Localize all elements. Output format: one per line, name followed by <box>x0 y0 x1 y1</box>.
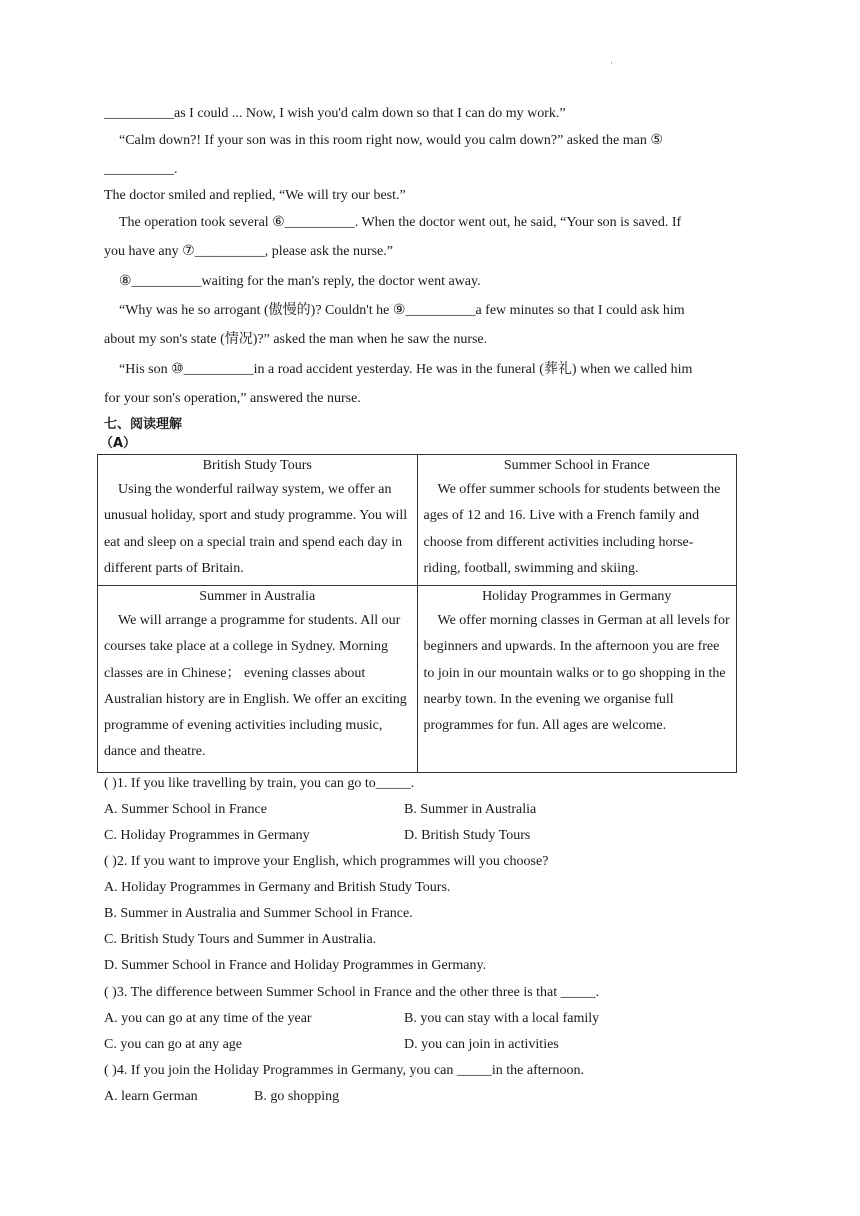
ad-germany-body: We offer morning classes in German at all levels for beginners and upwards. In the afternoon you are free to join in our mountain walks or to go shopping in the nearby town. In the evening we organise full programmes for fun. All ages are welcome. <box>423 613 730 734</box>
story-line-5: The operation took several ⑥__________. When the doctor went out, he said, “Your son is saved. If <box>119 215 682 230</box>
part-label: （A） <box>100 436 137 451</box>
q4-option-b[interactable]: B. go shopping <box>254 1089 340 1104</box>
story-line-3: __________. <box>104 162 178 177</box>
q1-option-c[interactable]: C. Holiday Programmes in Germany <box>104 828 310 843</box>
story-line-6: you have any ⑦__________, please ask the nurse.” <box>104 244 393 259</box>
q3-option-c[interactable]: C. you can go at any age <box>104 1037 243 1052</box>
ad-france-title: Summer School in France <box>503 458 650 473</box>
ad-australia-title: Summer in Australia <box>199 589 316 604</box>
story-line-10: “His son ⑩__________in a road accident yesterday. He was in the funeral (葬礼) when we called him <box>119 362 693 377</box>
q4-stem: ( )4. If you join the Holiday Programmes in Germany, you can _____in the afternoon. <box>104 1063 585 1078</box>
section-title: 七、阅读理解 <box>104 417 183 432</box>
story-line-11: for your son's operation,” answered the nurse. <box>104 391 361 406</box>
ad-british-body: Using the wonderful railway system, we offer an unusual holiday, sport and study programme. You will eat and sleep on a special train and spend each day in different parts of Britain. <box>104 482 408 576</box>
ad-france-body: We offer summer schools for students between the ages of 12 and 16. Live with a French family and choose from different activities including horse- riding, football, swimming and skiing. <box>423 482 721 576</box>
ad-british <box>98 455 418 586</box>
q2-option-b[interactable]: B. Summer in Australia and Summer School in France. <box>104 906 413 921</box>
ads-table <box>97 454 737 773</box>
q1-option-d[interactable]: D. British Study Tours <box>404 828 531 843</box>
ad-germany-title: Holiday Programmes in Germany <box>482 589 672 604</box>
q3-stem: ( )3. The difference between Summer School in France and the other three is that _____. <box>104 985 600 1000</box>
story-line-9: about my son's state (情况)?” asked the man when he saw the nurse. <box>104 332 488 347</box>
q2-option-d[interactable]: D. Summer School in France and Holiday Programmes in Germany. <box>104 958 487 973</box>
q3-option-d[interactable]: D. you can join in activities <box>404 1037 559 1052</box>
q4-option-a[interactable]: A. learn German <box>104 1089 198 1104</box>
page-marker: · <box>610 58 613 68</box>
ad-australia-body: We will arrange a programme for students. All our courses take place at a college in Sydney. Morning classes are in Chinese； evening classes about Australian history are in English. We offer an exciting programme of evening activities including music, dance and theatre. <box>104 613 407 760</box>
story-line-8: “Why was he so arrogant (傲慢的)? Couldn't he ⑨__________a few minutes so that I could ask him <box>119 303 685 318</box>
ad-british-title: British Study Tours <box>202 458 312 473</box>
q3-option-b[interactable]: B. you can stay with a local family <box>404 1011 600 1026</box>
q2-stem: ( )2. If you want to improve your English, which programmes will you choose? <box>104 854 549 869</box>
ad-germany <box>417 586 737 773</box>
story-line-2: “Calm down?! If your son was in this room right now, would you calm down?” asked the man ⑤ <box>119 133 663 148</box>
q3-option-a[interactable]: A. you can go at any time of the year <box>104 1011 312 1026</box>
q2-option-a[interactable]: A. Holiday Programmes in Germany and British Study Tours. <box>104 880 451 895</box>
ad-france <box>417 455 737 586</box>
story-line-4: The doctor smiled and replied, “We will try our best.” <box>104 188 406 203</box>
story-line-7: ⑧__________waiting for the man's reply, the doctor went away. <box>119 274 481 289</box>
ad-australia <box>98 586 418 773</box>
q2-option-c[interactable]: C. British Study Tours and Summer in Australia. <box>104 932 377 947</box>
q1-option-b[interactable]: B. Summer in Australia <box>404 802 537 817</box>
q1-option-a[interactable]: A. Summer School in France <box>104 802 267 817</box>
q1-stem: ( )1. If you like travelling by train, you can go to_____. <box>104 776 415 791</box>
story-line-1: __________as I could ... Now, I wish you'd calm down so that I can do my work.” <box>104 106 566 121</box>
